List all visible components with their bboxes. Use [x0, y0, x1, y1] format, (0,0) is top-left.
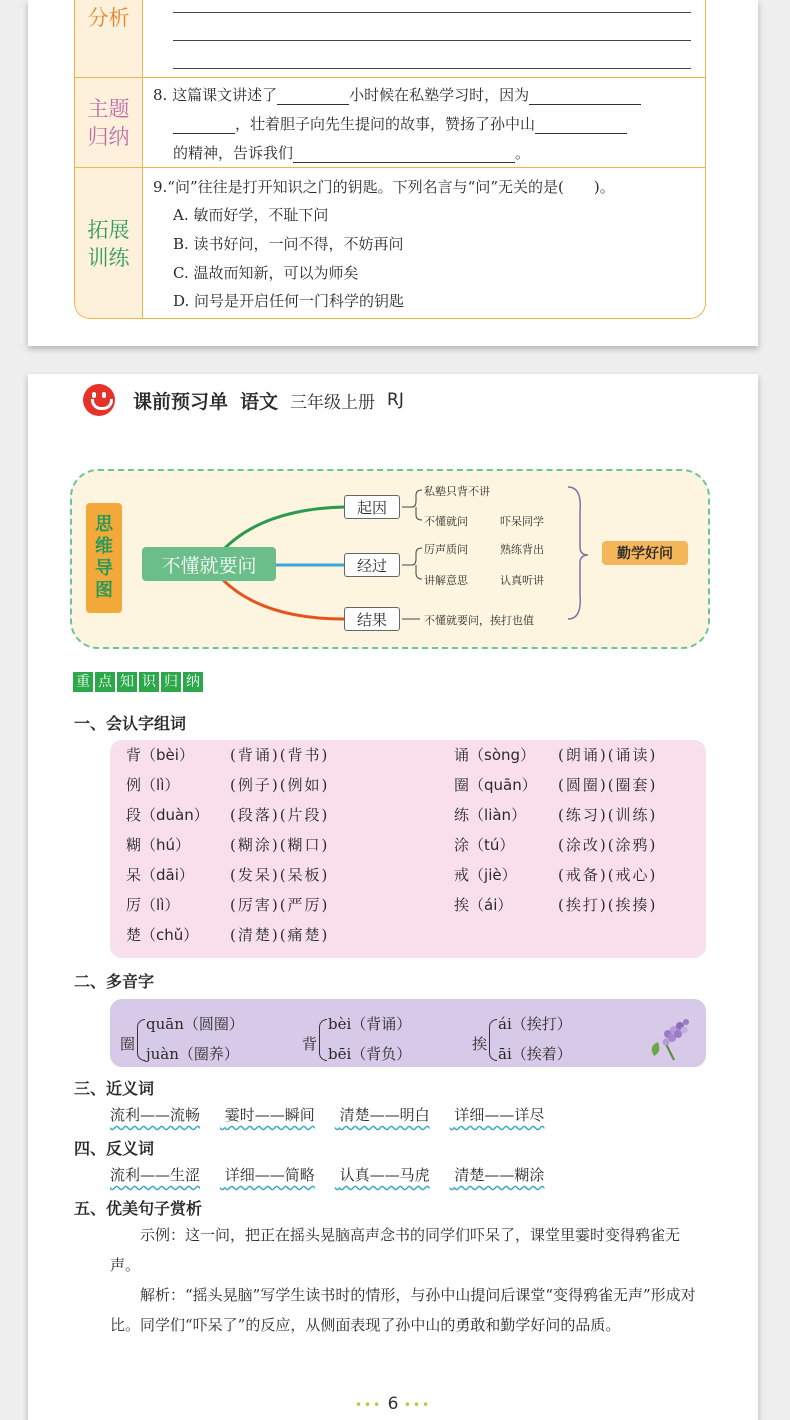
- header-subject: 语文: [240, 390, 279, 413]
- header-char: 点: [95, 672, 115, 692]
- vocab-box: [110, 740, 706, 958]
- polyphone-reading: bèi（背诵）: [328, 1015, 412, 1033]
- section-title-antonyms: 四、反义词: [74, 1139, 155, 1158]
- antonyms-line: [110, 1164, 670, 1185]
- paren: ）: [178, 866, 194, 884]
- vocab-row: [126, 894, 330, 915]
- antonym-pair: 流利——生涩: [110, 1166, 201, 1184]
- synonym-pair: 详细——详尽: [454, 1106, 545, 1124]
- branch-cause: 起因: [344, 495, 400, 519]
- paren: （: [141, 806, 157, 824]
- polyphone-reading: ái（挨打）: [498, 1015, 572, 1033]
- paren: （: [469, 866, 485, 884]
- q9-stem: 9.“问”往往是打开知识之门的钥匙。下列名言与“问”无关的是( )。: [153, 178, 615, 196]
- q8-text: 8. 这篇课文讲述了: [153, 86, 278, 104]
- polyphone-reading: quān（圆圈）: [146, 1015, 244, 1033]
- mind-map: [70, 469, 710, 649]
- leaf-process-2b: 认真听讲: [500, 574, 544, 587]
- answer-line[interactable]: [173, 40, 691, 41]
- paren: ）: [164, 776, 180, 794]
- q8-text: 小时候在私塾学习时，因为: [349, 86, 530, 104]
- leaf-process-1a: 厉声质问: [424, 543, 468, 556]
- mind-map-label-char: 图: [95, 580, 113, 601]
- vocab-row: [454, 744, 658, 765]
- vocab-row: [126, 864, 330, 885]
- paren: （: [141, 866, 157, 884]
- antonym-pair: 详细——简略: [224, 1166, 315, 1184]
- header-title: 课前预习单: [133, 390, 229, 413]
- section-title-synonyms: 三、近义词: [74, 1079, 155, 1098]
- q9-option-b[interactable]: B. 读书好问，一问不得，不妨再问: [173, 235, 404, 253]
- polyphone-char: 圈: [120, 1035, 136, 1053]
- theme-summary-row: [75, 78, 705, 168]
- question-8: [153, 78, 697, 167]
- header-char: 知: [117, 672, 137, 692]
- vocab-words: (发呆)(呆板): [230, 866, 330, 884]
- vocab-char: 背: [126, 746, 142, 764]
- leaf-result: 不懂就要问，挨打也值: [424, 614, 534, 627]
- header-char: 识: [139, 672, 159, 692]
- section-title-words: 一、会认字组词: [74, 714, 187, 733]
- vocab-row: [126, 924, 330, 945]
- vocab-char: 糊: [126, 836, 142, 854]
- q9-option-a[interactable]: A. 敏而好学，不耻下问: [173, 206, 329, 224]
- paren: （: [141, 776, 157, 794]
- vocab-words: (涂改)(涂鸦): [558, 836, 658, 854]
- leaf-cause-2a: 不懂就问: [424, 515, 468, 528]
- vocab-row: [454, 864, 658, 885]
- extension-label: 拓展 训练: [75, 168, 143, 319]
- exercise-table: [74, 0, 706, 319]
- paren: ）: [175, 836, 191, 854]
- q8-blank[interactable]: [173, 118, 235, 134]
- extension-row: [75, 168, 705, 319]
- answer-lines: [153, 0, 697, 77]
- vocab-words: (糊涂)(糊口): [230, 836, 330, 854]
- polyphone-char: 背: [302, 1035, 318, 1053]
- mind-map-label-char: 思: [95, 514, 113, 535]
- q8-text: 的精神，告诉我们: [173, 144, 294, 162]
- vocab-char: 楚: [126, 926, 142, 944]
- vocab-words: (练习)(训练): [558, 806, 658, 824]
- vocab-words: (背诵)(背书): [230, 746, 330, 764]
- page-number-value: 6: [387, 1394, 399, 1414]
- leaf-cause-2b: 吓呆同学: [500, 515, 544, 528]
- leaf-process-2a: 讲解意思: [424, 574, 468, 587]
- vocab-row: [126, 804, 330, 825]
- vocab-words: (朗诵)(诵读): [558, 746, 658, 764]
- polyphone-reading: bēi（背负）: [328, 1045, 412, 1063]
- vocab-row: [126, 834, 330, 855]
- vocab-pinyin: lì: [156, 896, 165, 914]
- mind-map-center-node: 不懂就要问: [142, 547, 276, 581]
- mind-map-label: [86, 503, 122, 613]
- previous-page-continuation: [28, 0, 758, 346]
- dots-decoration-icon: •••: [354, 1398, 383, 1412]
- vocab-char: 挨: [454, 896, 470, 914]
- paren: ）: [178, 746, 194, 764]
- q8-blank[interactable]: [277, 89, 349, 105]
- paren: （: [469, 836, 485, 854]
- paren: ）: [193, 806, 209, 824]
- vocab-words: (圆圈)(圈套): [558, 776, 658, 794]
- antonym-pair: 清楚——糊涂: [454, 1166, 545, 1184]
- q8-text: ，壮着胆子向先生提问的故事，赞扬了孙中山: [235, 115, 536, 133]
- brace: [319, 1019, 327, 1061]
- vocab-pinyin: hú: [156, 836, 176, 854]
- vocab-char: 圈: [454, 776, 470, 794]
- header-edition: RJ: [387, 390, 404, 410]
- synonym-pair: 霎时——瞬间: [224, 1106, 315, 1124]
- answer-line[interactable]: [173, 68, 691, 69]
- mind-map-label-char: 维: [95, 536, 113, 557]
- vocab-char: 例: [126, 776, 142, 794]
- theme-summary-label: 主题 归纳: [75, 78, 143, 167]
- paren: （: [141, 926, 157, 944]
- brace: [489, 1019, 497, 1061]
- header-char: 纳: [183, 672, 203, 692]
- polyphone-char: 挨: [472, 1035, 488, 1053]
- paren: （: [141, 836, 157, 854]
- vocab-words: (清楚)(痛楚): [230, 926, 330, 944]
- analysis-label: 分析: [75, 0, 143, 77]
- paren: （: [469, 776, 485, 794]
- preview-sheet-page: [28, 374, 758, 1420]
- synonyms-line: [110, 1104, 670, 1125]
- vocab-char: 厉: [126, 896, 142, 914]
- paren: （: [469, 896, 485, 914]
- q9-option-d[interactable]: D. 问号是开启任何一门科学的钥匙: [173, 292, 405, 310]
- q9-option-c[interactable]: C. 温故而知新，可以为师矣: [173, 264, 359, 282]
- vocab-pinyin: lì: [156, 776, 165, 794]
- appreciation-analysis: 解析：“摇头晃脑”写学生读书时的情形，与孙中山提问后课堂“变得鸦雀无声”形成对比。同学们“吓呆了”的反应，从侧面表现了孙中山的勇敢和勤学好问的品质。: [110, 1286, 696, 1334]
- section-title-polyphones: 二、多音字: [74, 972, 155, 991]
- q8-blank[interactable]: [529, 89, 641, 105]
- q8-text: 。: [515, 144, 531, 162]
- header-char: 重: [73, 672, 93, 692]
- paren: （: [141, 746, 157, 764]
- vocab-row: [454, 894, 658, 915]
- vocab-pinyin: liàn: [484, 806, 512, 824]
- page-number: [28, 1394, 758, 1414]
- vocab-char: 练: [454, 806, 470, 824]
- synonym-pair: 清楚——明白: [339, 1106, 430, 1124]
- synonym-pair: 流利——流畅: [110, 1106, 201, 1124]
- vocab-char: 涂: [454, 836, 470, 854]
- appreciation-example: 示例：这一问，把正在摇头晃脑高声念书的同学们吓呆了，课堂里霎时变得鸦雀无声。: [110, 1226, 681, 1274]
- vocab-pinyin: quān: [484, 776, 522, 794]
- vocab-char: 戒: [454, 866, 470, 884]
- paren: ）: [501, 866, 517, 884]
- vocab-words: (段落)(片段): [230, 806, 330, 824]
- paren: ）: [164, 896, 180, 914]
- paren: ）: [497, 896, 513, 914]
- lilac-flower-icon: [644, 1016, 694, 1064]
- polyphone-reading: āi（挨着）: [498, 1045, 572, 1063]
- header-grade: 三年级上册: [290, 392, 376, 413]
- vocab-pinyin: sòng: [484, 746, 521, 764]
- polyphone-box: [110, 999, 706, 1067]
- vocab-pinyin: ái: [484, 896, 498, 914]
- vocab-pinyin: bèi: [156, 746, 179, 764]
- paren: ）: [520, 746, 536, 764]
- paren: （: [469, 746, 485, 764]
- vocab-pinyin: jiè: [484, 866, 502, 884]
- branch-process: 经过: [344, 553, 400, 577]
- vocab-row: [126, 774, 330, 795]
- smiley-logo-icon: [83, 384, 115, 416]
- dots-decoration-icon: •••: [403, 1398, 432, 1412]
- paren: ）: [183, 926, 199, 944]
- brace: [137, 1019, 145, 1061]
- vocab-char: 诵: [454, 746, 470, 764]
- paren: ）: [521, 776, 537, 794]
- paren: ）: [511, 806, 527, 824]
- vocab-char: 段: [126, 806, 142, 824]
- q8-blank[interactable]: [535, 118, 627, 134]
- answer-line[interactable]: [173, 12, 691, 13]
- key-knowledge-header: [73, 672, 203, 692]
- section-title-appreciation: 五、优美句子赏析: [74, 1199, 203, 1218]
- branch-result: 结果: [344, 607, 400, 631]
- leaf-cause-1: 私塾只背不讲: [424, 485, 490, 498]
- vocab-row: [454, 834, 658, 855]
- paren: （: [469, 806, 485, 824]
- vocab-pinyin: chǔ: [156, 926, 184, 944]
- vocab-words: (挨打)(挨揍): [558, 896, 658, 914]
- vocab-words: (例子)(例如): [230, 776, 330, 794]
- vocab-char: 呆: [126, 866, 142, 884]
- page-header: [83, 380, 416, 420]
- header-char: 归: [161, 672, 181, 692]
- analysis-row: [75, 0, 705, 78]
- vocab-row: [454, 774, 658, 795]
- mind-map-label-char: 导: [95, 558, 113, 579]
- mind-map-conclusion: 勤学好问: [602, 541, 688, 565]
- vocab-pinyin: duàn: [156, 806, 194, 824]
- polyphone-reading: juàn（圈养）: [146, 1045, 239, 1063]
- vocab-pinyin: dāi: [156, 866, 179, 884]
- vocab-pinyin: tú: [484, 836, 500, 854]
- paren: （: [141, 896, 157, 914]
- paren: ）: [499, 836, 515, 854]
- vocab-words: (厉害)(严厉): [230, 896, 330, 914]
- antonym-pair: 认真——马虎: [339, 1166, 430, 1184]
- question-9: [153, 168, 697, 319]
- vocab-words: (戒备)(戒心): [558, 866, 658, 884]
- vocab-row: [454, 804, 658, 825]
- vocab-row: [126, 744, 330, 765]
- leaf-process-1b: 熟练背出: [500, 543, 544, 556]
- q8-blank[interactable]: [293, 147, 515, 163]
